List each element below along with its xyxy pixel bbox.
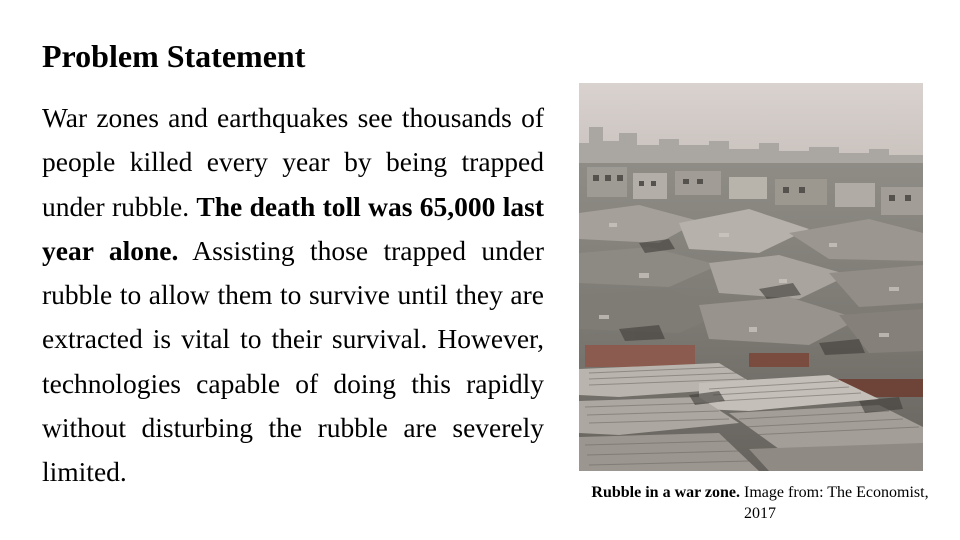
problem-paragraph [42, 96, 544, 495]
paragraph-text-end: Assisting those trapped under rubble to allow them to survive until they are extracted is vital to their survival. However, technologies capable of doing this rapidly without disturbing the rubble are severely limited. [42, 234, 544, 488]
rubble-photo [579, 83, 923, 471]
image-caption [590, 482, 930, 524]
rubble-photo-illustration [579, 83, 923, 471]
paragraph-text-start: War zones and earthquakes see thousands of people killed every year by being trapped under rubble. [42, 102, 544, 222]
caption-title: Rubble in a war zone. [591, 484, 741, 501]
caption-source: Image from: The Economist, 2017 [740, 484, 929, 522]
death-toll-statement: The death toll was 65,000 last year alone. [42, 190, 545, 266]
slide-title: Problem Statement [42, 38, 306, 74]
